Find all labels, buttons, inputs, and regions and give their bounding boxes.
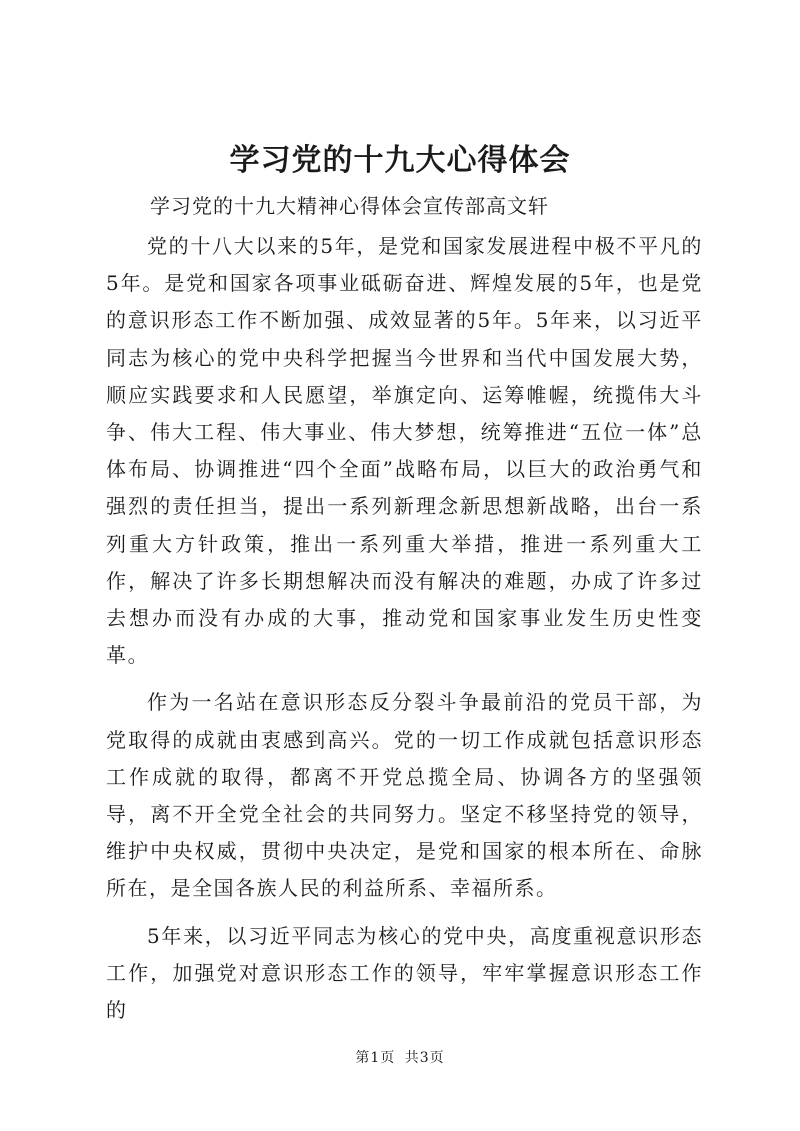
page-total: 共3页	[404, 1050, 445, 1066]
paragraph: 5年来，以习近平同志为核心的党中央，高度重视意识形态工作，加强党对意识形态工作的领导，牢牢掌握意识形态工作的	[106, 923, 703, 1023]
page-number: 第1页	[355, 1050, 396, 1066]
paragraph: 党的十八大以来的5年，是党和国家发展进程中极不平凡的5年。是党和国家各项事业砥砺奋进、辉煌发展的5年，也是党的意识形态工作不断加强、成效显著的5年。5年来，以习近平同志为核心的党中央科学把握当今世界和当代中国发展大势，顺应实践要求和人民愿望，举旗定向、运筹帷幄，统揽伟大斗争、伟大工程、伟大事业、伟大梦想，统筹推进“五位一体”总体布局、协调推进“四个全面”战略布局，以巨大的政治勇气和强烈的责任担当，提出一系列新理念新思想新战略，出台一系列重大方针政策，推出一系列重大举措，推进一系列重大工作，解决了许多长期想解决而没有解决的难题，办成了许多过去想办而没有办成的大事，推动党和国家事业发生历史性变革。	[106, 234, 703, 668]
document-body	[106, 228, 703, 1039]
page-footer	[0, 1048, 800, 1068]
document-title: 学习党的十九大心得体会	[229, 143, 571, 178]
document-subtitle: 学习党的十九大精神心得体会宣传部高文轩	[150, 194, 549, 218]
paragraph: 作为一名站在意识形态反分裂斗争最前沿的党员干部，为党取得的成就由衷感到高兴。党的一切工作成就包括意识形态工作成就的取得，都离不开党总揽全局、协调各方的坚强领导，离不开全党全社会的共同努力。坚定不移坚持党的领导，维护中央权威，贯彻中央决定，是党和国家的根本所在、命脉所在，是全国各族人民的利益所系、幸福所系。	[106, 690, 703, 901]
